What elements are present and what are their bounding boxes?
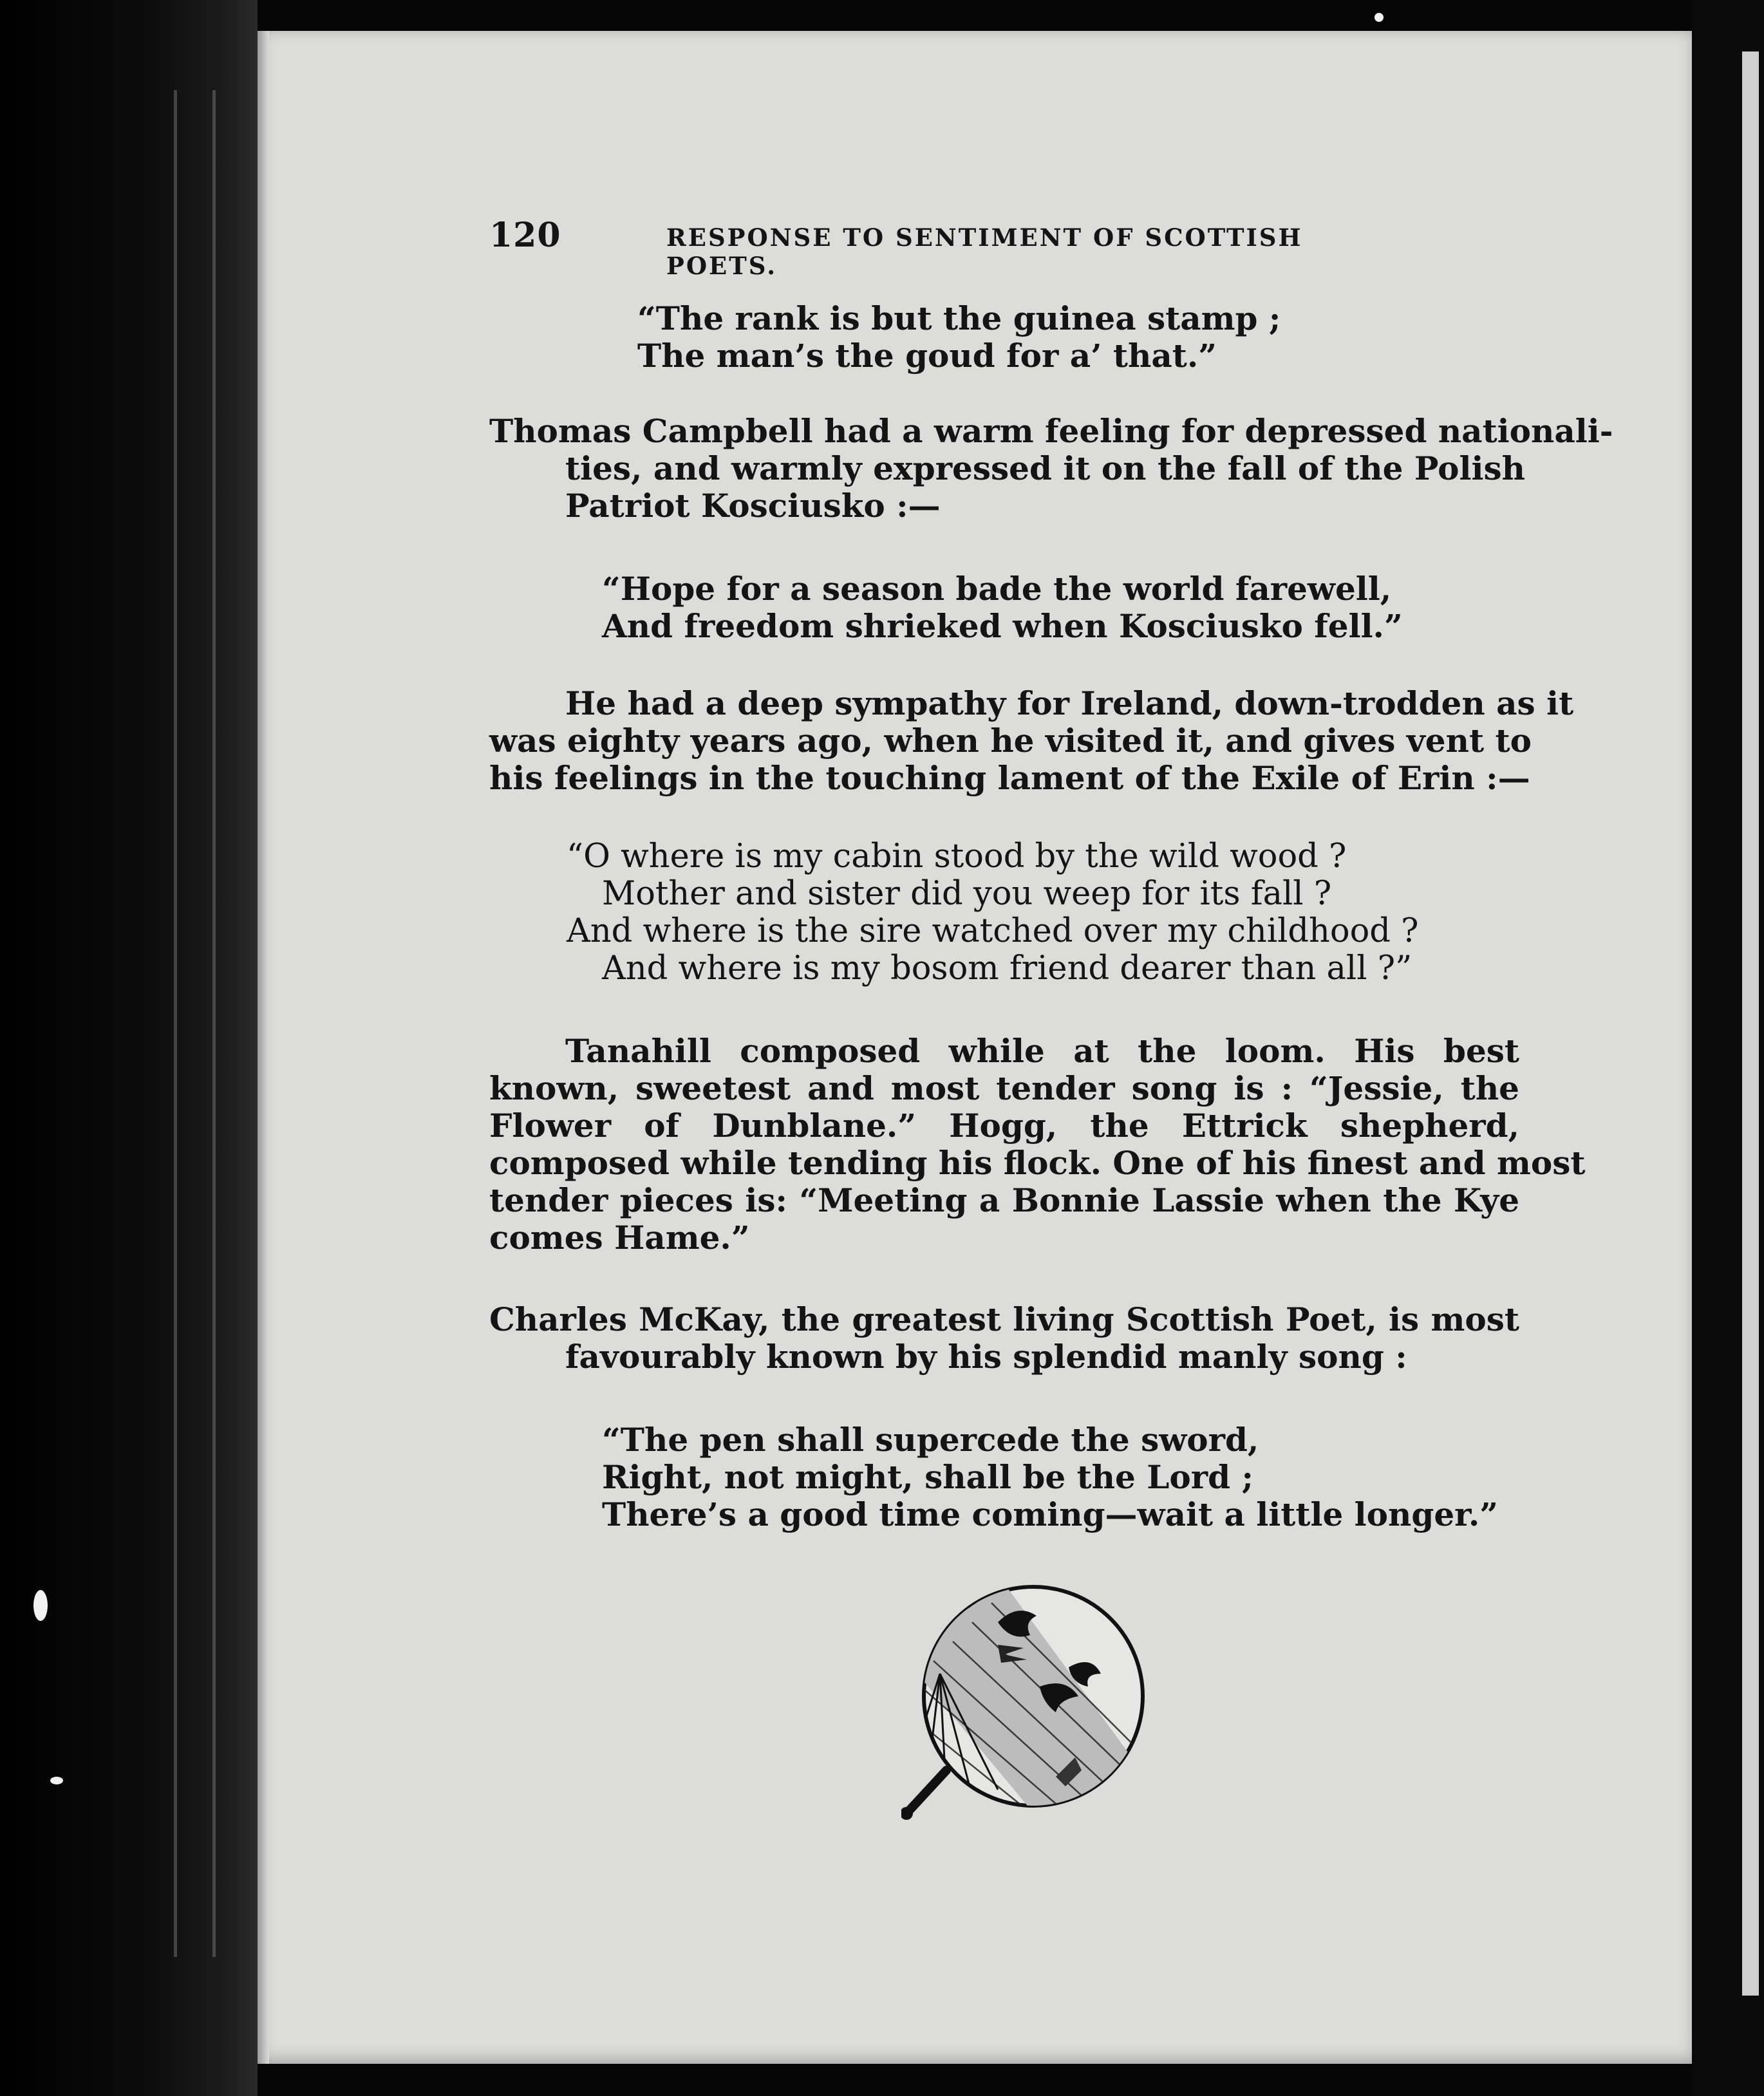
quote-line: Right, not might, shall be the Lord ; — [602, 1458, 1253, 1496]
scan-speck — [1375, 13, 1384, 22]
paragraph-line: Charles McKay, the greatest living Scottish Poet, is most — [489, 1300, 1519, 1338]
spine-line — [174, 90, 177, 1957]
scan-speck — [33, 1590, 48, 1621]
scan-speck — [50, 1777, 63, 1784]
quote-line: And where is the sire watched over my childhood ? — [567, 912, 1419, 950]
quote-line: “O where is my cabin stood by the wild wood ? — [567, 837, 1347, 875]
paragraph-line: composed while tending his flock. One of his finest and most — [489, 1144, 1586, 1182]
quote-line: “Hope for a season bade the world farewell, — [602, 570, 1392, 608]
page-number: 120 — [489, 216, 561, 255]
paragraph-line: Patriot Kosciusko :— — [565, 487, 941, 525]
book-binding-shadow — [0, 0, 258, 2096]
fan-ornament-icon — [901, 1584, 1146, 1848]
paragraph-line: ties, and warmly expressed it on the fall of the Polish — [565, 449, 1525, 487]
page-header — [489, 216, 1391, 280]
paragraph-line: Tanahill composed while at the loom. His best — [565, 1032, 1519, 1070]
paragraph-line: favourably known by his splendid manly song : — [565, 1338, 1407, 1376]
paragraph-line: was eighty years ago, when he visited it, and gives vent to — [489, 722, 1532, 760]
paragraph-line: He had a deep sympathy for Ireland, down-trodden as it — [565, 684, 1574, 722]
paragraph-line: tender pieces is: “Meeting a Bonnie Lassie when the Kye — [489, 1181, 1519, 1219]
spine-line — [212, 90, 216, 1957]
paragraph-line: comes Hame.” — [489, 1219, 750, 1257]
adjacent-page-strip — [1742, 51, 1759, 1996]
paragraph-line: his feelings in the touching lament of the Exile of Erin :— — [489, 759, 1530, 797]
paragraph-line: known, sweetest and most tender song is : “Jessie, the — [489, 1069, 1519, 1107]
quote-line: “The rank is but the guinea stamp ; — [637, 299, 1281, 337]
quote-line: The man’s the goud for a’ that.” — [637, 337, 1217, 375]
paragraph-line: Flower of Dunblane.” Hogg, the Ettrick shepherd, — [489, 1107, 1519, 1145]
quote-line: And freedom shrieked when Kosciusko fell.” — [602, 607, 1403, 645]
quote-line: Mother and sister did you weep for its fall ? — [602, 875, 1332, 913]
running-head: RESPONSE TO SENTIMENT OF SCOTTISH POETS. — [666, 223, 1303, 280]
quote-line: There’s a good time coming—wait a little longer.” — [602, 1495, 1499, 1533]
quote-line: “The pen shall supercede the sword, — [602, 1421, 1259, 1459]
quote-line: And where is my bosom friend dearer than all ?” — [602, 950, 1412, 987]
page-bottom-shadow — [258, 2064, 1692, 2096]
paragraph-line: Thomas Campbell had a warm feeling for depressed nationali- — [489, 412, 1613, 450]
